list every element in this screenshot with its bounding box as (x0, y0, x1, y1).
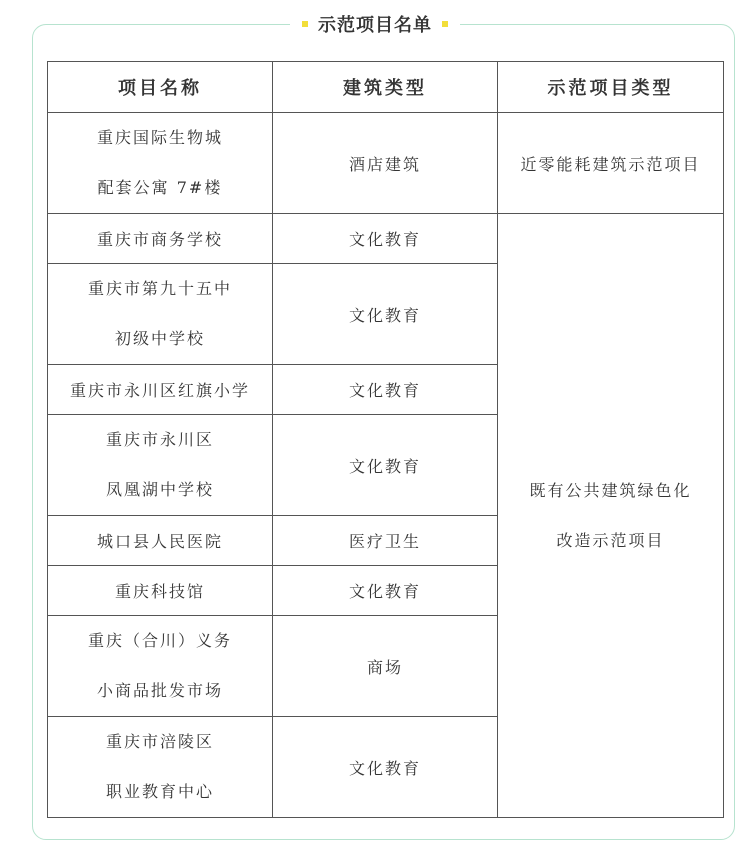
project-name-line: 小商品批发市场 (96, 681, 223, 700)
building-type-cell: 文化教育 (273, 365, 498, 415)
demo-type-cell: 近零能耗建筑示范项目 (498, 113, 724, 214)
building-type-cell: 文化教育 (273, 717, 498, 818)
project-table (47, 61, 724, 818)
building-type-cell: 文化教育 (273, 214, 498, 264)
project-name-line: 配套公寓 7#楼 (97, 178, 223, 197)
project-name-cell (48, 616, 273, 717)
project-name-line: 重庆（合川）义务 (87, 631, 232, 650)
demo-type-line: 既有公共建筑绿色化 (529, 480, 692, 500)
project-name-cell (48, 415, 273, 516)
building-type-cell: 文化教育 (273, 415, 498, 516)
building-type-cell: 医疗卫生 (273, 516, 498, 566)
project-name-line: 重庆市第九十五中 (87, 279, 232, 298)
merged-demo-type-cell (498, 214, 724, 818)
header-demo-type: 示范项目类型 (498, 62, 724, 113)
right-dot-icon (442, 21, 448, 27)
project-name-cell (48, 113, 273, 214)
project-name-line: 重庆市涪陵区 (105, 732, 214, 751)
project-name-line: 重庆国际生物城 (96, 128, 223, 147)
title-box (290, 11, 460, 37)
project-name-line: 初级中学校 (114, 329, 205, 348)
project-name-cell (48, 264, 273, 365)
project-name-cell: 城口县人民医院 (48, 516, 273, 566)
table-header-row (48, 62, 724, 113)
project-name-cell (48, 717, 273, 818)
project-name-cell: 重庆市永川区红旗小学 (48, 365, 273, 415)
page-title: 示范项目名单 (318, 15, 432, 36)
building-type-cell: 商场 (273, 616, 498, 717)
project-name-cell: 重庆科技馆 (48, 566, 273, 616)
table-row (48, 113, 724, 214)
title-bar (0, 10, 750, 38)
header-building-type: 建筑类型 (273, 62, 498, 113)
project-name-line: 职业教育中心 (105, 782, 214, 801)
building-type-cell: 酒店建筑 (273, 113, 498, 214)
left-dot-icon (302, 21, 308, 27)
project-name-line: 凤凰湖中学校 (105, 480, 214, 499)
building-type-cell: 文化教育 (273, 566, 498, 616)
project-name-line: 重庆市永川区 (105, 430, 214, 449)
building-type-cell: 文化教育 (273, 264, 498, 365)
table-row (48, 214, 724, 264)
project-name-cell: 重庆市商务学校 (48, 214, 273, 264)
demo-type-line: 改造示范项目 (556, 530, 665, 550)
header-project-name: 项目名称 (48, 62, 273, 113)
